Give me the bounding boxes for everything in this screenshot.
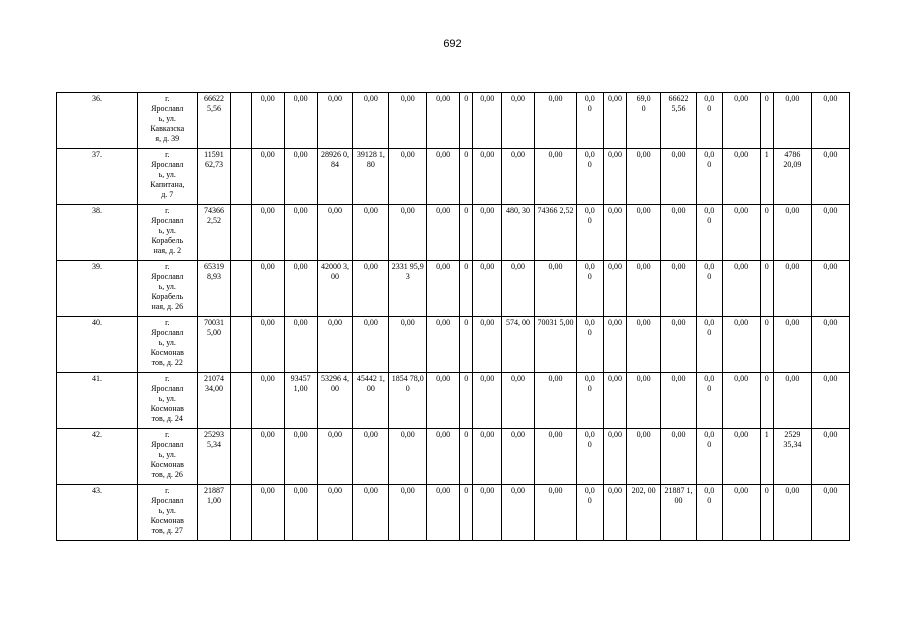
value-cell-f: 0,00 bbox=[284, 317, 317, 373]
value-cell-e: 0,00 bbox=[251, 261, 284, 317]
value-cell-d bbox=[231, 429, 252, 485]
value-cell-h: 0,00 bbox=[353, 93, 389, 149]
table-row bbox=[57, 93, 850, 149]
table-row bbox=[57, 205, 850, 261]
cell-line: 0,0 bbox=[704, 430, 715, 439]
value-cell-q: 0,00 bbox=[627, 373, 661, 429]
value-cell-v: 0,00 bbox=[773, 261, 811, 317]
cell-line: Ярославл bbox=[151, 272, 184, 281]
value-cell-w: 0,00 bbox=[811, 373, 849, 429]
cell-line: 0,0 bbox=[584, 150, 595, 159]
cell-line: 0,0 bbox=[704, 486, 715, 495]
value-cell-c bbox=[197, 317, 231, 373]
value-cell-i: 0,00 bbox=[389, 93, 427, 149]
cell-line: Кавказска bbox=[150, 124, 185, 133]
value-cell-q bbox=[627, 93, 661, 149]
address-cell bbox=[138, 149, 198, 205]
value-cell-n: 0,00 bbox=[534, 373, 576, 429]
cell-line: г. bbox=[165, 318, 170, 327]
value-cell-u: 0 bbox=[760, 373, 773, 429]
value-cell-s bbox=[696, 261, 722, 317]
register-table bbox=[56, 92, 850, 541]
cell-line: Ярославл bbox=[151, 216, 184, 225]
cell-line: 0 bbox=[587, 104, 592, 113]
cell-line: 0 bbox=[587, 384, 592, 393]
value-cell-e: 0,00 bbox=[251, 317, 284, 373]
value-cell-h: 0,00 bbox=[353, 205, 389, 261]
cell-line: тов, д. 26 bbox=[151, 470, 183, 479]
value-cell-i: 0,00 bbox=[389, 149, 427, 205]
cell-line: 5,56 bbox=[206, 104, 221, 113]
cell-line: 0,0 bbox=[704, 94, 715, 103]
value-cell-k: 0 bbox=[460, 149, 473, 205]
value-cell-f: 0,00 bbox=[284, 485, 317, 541]
value-cell-h: 39128 1,80 bbox=[353, 149, 389, 205]
cell-line: 2529 bbox=[784, 430, 801, 439]
cell-line: 0 bbox=[707, 104, 712, 113]
value-cell-h: 45442 1,00 bbox=[353, 373, 389, 429]
row-number-cell: 36. bbox=[57, 93, 138, 149]
cell-line: 0,0 bbox=[584, 318, 595, 327]
value-cell-c bbox=[197, 261, 231, 317]
cell-line: 0 bbox=[707, 216, 712, 225]
cell-line: 0,0 bbox=[704, 318, 715, 327]
value-cell-h: 0,00 bbox=[353, 317, 389, 373]
address-cell bbox=[138, 93, 198, 149]
cell-line: ная, д. 2 bbox=[153, 246, 182, 255]
value-cell-l: 0,00 bbox=[473, 149, 502, 205]
value-cell-d bbox=[231, 485, 252, 541]
cell-line: 0 bbox=[641, 104, 646, 113]
cell-line: 66622 bbox=[668, 94, 689, 103]
value-cell-v: 0,00 bbox=[773, 485, 811, 541]
value-cell-o bbox=[576, 149, 603, 205]
value-cell-o bbox=[576, 93, 603, 149]
cell-line: 0 bbox=[587, 328, 592, 337]
value-cell-g: 0,00 bbox=[317, 93, 353, 149]
cell-line: Ярославл bbox=[151, 328, 184, 337]
cell-line: Космонав bbox=[150, 460, 184, 469]
value-cell-t: 0,00 bbox=[722, 261, 760, 317]
value-cell-u: 0 bbox=[760, 261, 773, 317]
cell-line: ь, ул. bbox=[158, 282, 176, 291]
cell-line: г. bbox=[165, 262, 170, 271]
value-cell-f: 0,00 bbox=[284, 149, 317, 205]
cell-line: 0 bbox=[587, 160, 592, 169]
address-cell bbox=[138, 261, 198, 317]
value-cell-g: 0,00 bbox=[317, 485, 353, 541]
cell-line: Ярославл bbox=[151, 104, 184, 113]
value-cell-j: 0,00 bbox=[427, 205, 460, 261]
value-cell-m: 0,00 bbox=[502, 373, 535, 429]
value-cell-j: 0,00 bbox=[427, 261, 460, 317]
value-cell-p: 0,00 bbox=[603, 485, 627, 541]
value-cell-r: 0,00 bbox=[661, 373, 697, 429]
address-cell bbox=[138, 373, 198, 429]
value-cell-i: 1854 78,00 bbox=[389, 373, 427, 429]
value-cell-o bbox=[576, 261, 603, 317]
cell-line: 0 bbox=[587, 496, 592, 505]
cell-line: Корабель bbox=[151, 236, 184, 245]
cell-line: тов, д. 24 bbox=[151, 414, 183, 423]
value-cell-k: 0 bbox=[460, 93, 473, 149]
value-cell-m: 0,00 bbox=[502, 261, 535, 317]
value-cell-e: 0,00 bbox=[251, 149, 284, 205]
cell-line: г. bbox=[165, 94, 170, 103]
value-cell-o bbox=[576, 205, 603, 261]
value-cell-r: 21887 1,00 bbox=[661, 485, 697, 541]
cell-line: г. bbox=[165, 206, 170, 215]
cell-line: Космонав bbox=[150, 348, 184, 357]
cell-line: 34,00 bbox=[204, 384, 223, 393]
value-cell-c bbox=[197, 485, 231, 541]
value-cell-j: 0,00 bbox=[427, 93, 460, 149]
cell-line: 0,0 bbox=[584, 262, 595, 271]
cell-line: Ярославл bbox=[151, 384, 184, 393]
value-cell-r: 0,00 bbox=[661, 149, 697, 205]
value-cell-d bbox=[231, 93, 252, 149]
value-cell-j: 0,00 bbox=[427, 373, 460, 429]
value-cell-k: 0 bbox=[460, 429, 473, 485]
cell-line: ь, ул. bbox=[158, 226, 176, 235]
value-cell-v bbox=[773, 429, 811, 485]
cell-line: 0,0 bbox=[584, 94, 595, 103]
value-cell-s bbox=[696, 149, 722, 205]
value-cell-f: 0,00 bbox=[284, 261, 317, 317]
value-cell-l: 0,00 bbox=[473, 93, 502, 149]
cell-line: ь, ул. bbox=[158, 338, 176, 347]
value-cell-k: 0 bbox=[460, 205, 473, 261]
value-cell-o bbox=[576, 429, 603, 485]
value-cell-g: 0,00 bbox=[317, 429, 353, 485]
cell-line: 69,0 bbox=[636, 94, 651, 103]
value-cell-u: 0 bbox=[760, 485, 773, 541]
value-cell-c bbox=[197, 373, 231, 429]
row-number-cell: 37. bbox=[57, 149, 138, 205]
cell-line: 5,34 bbox=[206, 440, 221, 449]
value-cell-s bbox=[696, 317, 722, 373]
value-cell-t: 0,00 bbox=[722, 485, 760, 541]
value-cell-c bbox=[197, 149, 231, 205]
cell-line: д. 7 bbox=[161, 190, 174, 199]
value-cell-w: 0,00 bbox=[811, 485, 849, 541]
cell-line: 0,0 bbox=[704, 150, 715, 159]
value-cell-h: 0,00 bbox=[353, 261, 389, 317]
value-cell-m: 0,00 bbox=[502, 93, 535, 149]
value-cell-e: 0,00 bbox=[251, 205, 284, 261]
address-cell bbox=[138, 317, 198, 373]
value-cell-d bbox=[231, 317, 252, 373]
cell-line: 0,0 bbox=[584, 374, 595, 383]
value-cell-l: 0,00 bbox=[473, 485, 502, 541]
row-number-cell: 43. bbox=[57, 485, 138, 541]
value-cell-n: 70031 5,00 bbox=[534, 317, 576, 373]
value-cell-l: 0,00 bbox=[473, 373, 502, 429]
value-cell-c bbox=[197, 205, 231, 261]
value-cell-r: 0,00 bbox=[661, 317, 697, 373]
value-cell-i: 0,00 bbox=[389, 317, 427, 373]
value-cell-m: 0,00 bbox=[502, 149, 535, 205]
value-cell-j: 0,00 bbox=[427, 485, 460, 541]
value-cell-g: 0,00 bbox=[317, 205, 353, 261]
value-cell-w: 0,00 bbox=[811, 261, 849, 317]
value-cell-j: 0,00 bbox=[427, 149, 460, 205]
cell-line: ная, д. 26 bbox=[151, 302, 184, 311]
cell-line: 0,0 bbox=[584, 206, 595, 215]
value-cell-v: 0,00 bbox=[773, 205, 811, 261]
value-cell-t: 0,00 bbox=[722, 373, 760, 429]
value-cell-e: 0,00 bbox=[251, 373, 284, 429]
cell-line: 20,09 bbox=[783, 160, 802, 169]
cell-line: ь, ул. bbox=[158, 506, 176, 515]
cell-line: 0 bbox=[707, 328, 712, 337]
value-cell-t: 0,00 bbox=[722, 317, 760, 373]
value-cell-o bbox=[576, 373, 603, 429]
value-cell-s bbox=[696, 485, 722, 541]
value-cell-s bbox=[696, 205, 722, 261]
address-cell bbox=[138, 205, 198, 261]
address-cell bbox=[138, 429, 198, 485]
value-cell-c bbox=[197, 429, 231, 485]
value-cell-v: 0,00 bbox=[773, 317, 811, 373]
value-cell-k: 0 bbox=[460, 261, 473, 317]
value-cell-h: 0,00 bbox=[353, 485, 389, 541]
cell-line: Ярославл bbox=[151, 160, 184, 169]
table-row bbox=[57, 485, 850, 541]
value-cell-g: 53296 4,00 bbox=[317, 373, 353, 429]
value-cell-p: 0,00 bbox=[603, 373, 627, 429]
value-cell-l: 0,00 bbox=[473, 205, 502, 261]
value-cell-p: 0,00 bbox=[603, 93, 627, 149]
value-cell-d bbox=[231, 261, 252, 317]
value-cell-p: 0,00 bbox=[603, 429, 627, 485]
value-cell-s bbox=[696, 93, 722, 149]
value-cell-v: 0,00 bbox=[773, 373, 811, 429]
value-cell-n: 74366 2,52 bbox=[534, 205, 576, 261]
cell-line: Капитана, bbox=[150, 180, 185, 189]
value-cell-c bbox=[197, 93, 231, 149]
row-number-cell: 39. bbox=[57, 261, 138, 317]
value-cell-w: 0,00 bbox=[811, 205, 849, 261]
value-cell-s bbox=[696, 373, 722, 429]
row-number-cell: 42. bbox=[57, 429, 138, 485]
cell-line: 1,00 bbox=[206, 496, 221, 505]
value-cell-r: 0,00 bbox=[661, 205, 697, 261]
value-cell-q: 0,00 bbox=[627, 429, 661, 485]
value-cell-r: 0,00 bbox=[661, 261, 697, 317]
cell-line: 21887 bbox=[203, 486, 224, 495]
row-number-cell: 40. bbox=[57, 317, 138, 373]
value-cell-u: 1 bbox=[760, 149, 773, 205]
value-cell-u: 0 bbox=[760, 93, 773, 149]
cell-line: 4786 bbox=[784, 150, 801, 159]
cell-line: тов, д. 22 bbox=[151, 358, 183, 367]
cell-line: 65319 bbox=[203, 262, 224, 271]
row-number-cell: 38. bbox=[57, 205, 138, 261]
value-cell-f: 93457 1,00 bbox=[284, 373, 317, 429]
value-cell-e: 0,00 bbox=[251, 429, 284, 485]
page-number: 692 bbox=[443, 38, 462, 50]
value-cell-n: 0,00 bbox=[534, 93, 576, 149]
value-cell-n: 0,00 bbox=[534, 149, 576, 205]
cell-line: Ярославл bbox=[151, 440, 184, 449]
cell-line: ь, ул. bbox=[158, 394, 176, 403]
value-cell-v: 0,00 bbox=[773, 93, 811, 149]
value-cell-v bbox=[773, 149, 811, 205]
value-cell-j: 0,00 bbox=[427, 317, 460, 373]
cell-line: г. bbox=[165, 150, 170, 159]
value-cell-d bbox=[231, 373, 252, 429]
value-cell-t: 0,00 bbox=[722, 205, 760, 261]
value-cell-r: 0,00 bbox=[661, 429, 697, 485]
cell-line: 0,0 bbox=[584, 486, 595, 495]
value-cell-p: 0,00 bbox=[603, 149, 627, 205]
cell-line: 8,93 bbox=[206, 272, 221, 281]
address-cell bbox=[138, 485, 198, 541]
value-cell-p: 0,00 bbox=[603, 261, 627, 317]
cell-line: 0,0 bbox=[704, 206, 715, 215]
value-cell-f: 0,00 bbox=[284, 93, 317, 149]
value-cell-i: 0,00 bbox=[389, 205, 427, 261]
value-cell-p: 0,00 bbox=[603, 317, 627, 373]
value-cell-k: 0 bbox=[460, 373, 473, 429]
value-cell-i: 2331 95,93 bbox=[389, 261, 427, 317]
cell-line: 5,00 bbox=[206, 328, 221, 337]
cell-line: Космонав bbox=[150, 516, 184, 525]
value-cell-p: 0,00 bbox=[603, 205, 627, 261]
cell-line: тов, д. 27 bbox=[151, 526, 183, 535]
value-cell-i: 0,00 bbox=[389, 429, 427, 485]
value-cell-m: 480, 30 bbox=[502, 205, 535, 261]
value-cell-g: 0,00 bbox=[317, 317, 353, 373]
value-cell-u: 1 bbox=[760, 429, 773, 485]
cell-line: 0 bbox=[587, 272, 592, 281]
table-row bbox=[57, 429, 850, 485]
value-cell-n: 0,00 bbox=[534, 261, 576, 317]
value-cell-q: 0,00 bbox=[627, 149, 661, 205]
value-cell-w: 0,00 bbox=[811, 149, 849, 205]
table-row bbox=[57, 373, 850, 429]
value-cell-m: 574, 00 bbox=[502, 317, 535, 373]
value-cell-g: 42000 3,00 bbox=[317, 261, 353, 317]
value-cell-w: 0,00 bbox=[811, 317, 849, 373]
value-cell-t: 0,00 bbox=[722, 149, 760, 205]
cell-line: 0 bbox=[587, 216, 592, 225]
cell-line: ь, ул. bbox=[158, 170, 176, 179]
cell-line: 74366 bbox=[203, 206, 224, 215]
cell-line: 0 bbox=[707, 496, 712, 505]
cell-line: ь, ул. bbox=[158, 114, 176, 123]
cell-line: 25293 bbox=[203, 430, 224, 439]
value-cell-e: 0,00 bbox=[251, 485, 284, 541]
value-cell-g: 28926 0,84 bbox=[317, 149, 353, 205]
cell-line: 0,0 bbox=[704, 374, 715, 383]
value-cell-s bbox=[696, 429, 722, 485]
cell-line: г. bbox=[165, 486, 170, 495]
value-cell-j: 0,00 bbox=[427, 429, 460, 485]
value-cell-d bbox=[231, 149, 252, 205]
cell-line: 70031 bbox=[203, 318, 224, 327]
value-cell-e: 0,00 bbox=[251, 93, 284, 149]
value-cell-n: 0,00 bbox=[534, 429, 576, 485]
cell-line: 35,34 bbox=[783, 440, 802, 449]
value-cell-l: 0,00 bbox=[473, 429, 502, 485]
value-cell-u: 0 bbox=[760, 317, 773, 373]
cell-line: 62,73 bbox=[204, 160, 223, 169]
cell-line: 0 bbox=[707, 384, 712, 393]
table-row bbox=[57, 261, 850, 317]
value-cell-k: 0 bbox=[460, 485, 473, 541]
cell-line: ь, ул. bbox=[158, 450, 176, 459]
cell-line: Ярославл bbox=[151, 496, 184, 505]
row-number-cell: 41. bbox=[57, 373, 138, 429]
value-cell-t: 0,00 bbox=[722, 93, 760, 149]
table-row bbox=[57, 317, 850, 373]
value-cell-o bbox=[576, 485, 603, 541]
value-cell-r bbox=[661, 93, 697, 149]
cell-line: 0 bbox=[587, 440, 592, 449]
value-cell-q: 0,00 bbox=[627, 261, 661, 317]
value-cell-l: 0,00 bbox=[473, 261, 502, 317]
table-row bbox=[57, 149, 850, 205]
value-cell-q: 0,00 bbox=[627, 317, 661, 373]
value-cell-h: 0,00 bbox=[353, 429, 389, 485]
value-cell-l: 0,00 bbox=[473, 317, 502, 373]
cell-line: 0 bbox=[707, 160, 712, 169]
value-cell-f: 0,00 bbox=[284, 429, 317, 485]
cell-line: 11591 bbox=[204, 150, 224, 159]
value-cell-i: 0,00 bbox=[389, 485, 427, 541]
cell-line: 21074 bbox=[203, 374, 224, 383]
cell-line: 0 bbox=[707, 272, 712, 281]
value-cell-w: 0,00 bbox=[811, 93, 849, 149]
cell-line: 0,0 bbox=[704, 262, 715, 271]
value-cell-m: 0,00 bbox=[502, 485, 535, 541]
value-cell-o bbox=[576, 317, 603, 373]
value-cell-n: 0,00 bbox=[534, 485, 576, 541]
cell-line: я, д. 39 bbox=[155, 134, 180, 143]
cell-line: г. bbox=[165, 430, 170, 439]
cell-line: Космонав bbox=[150, 404, 184, 413]
cell-line: Корабель bbox=[151, 292, 184, 301]
value-cell-q: 0,00 bbox=[627, 205, 661, 261]
cell-line: 0 bbox=[707, 440, 712, 449]
cell-line: 0,0 bbox=[584, 430, 595, 439]
value-cell-w: 0,00 bbox=[811, 429, 849, 485]
cell-line: 5,56 bbox=[671, 104, 686, 113]
value-cell-u: 0 bbox=[760, 205, 773, 261]
value-cell-m: 0,00 bbox=[502, 429, 535, 485]
cell-line: 2,52 bbox=[206, 216, 221, 225]
value-cell-f: 0,00 bbox=[284, 205, 317, 261]
value-cell-k: 0 bbox=[460, 317, 473, 373]
value-cell-q: 202, 00 bbox=[627, 485, 661, 541]
value-cell-d bbox=[231, 205, 252, 261]
cell-line: 66622 bbox=[203, 94, 224, 103]
cell-line: г. bbox=[165, 374, 170, 383]
value-cell-t: 0,00 bbox=[722, 429, 760, 485]
